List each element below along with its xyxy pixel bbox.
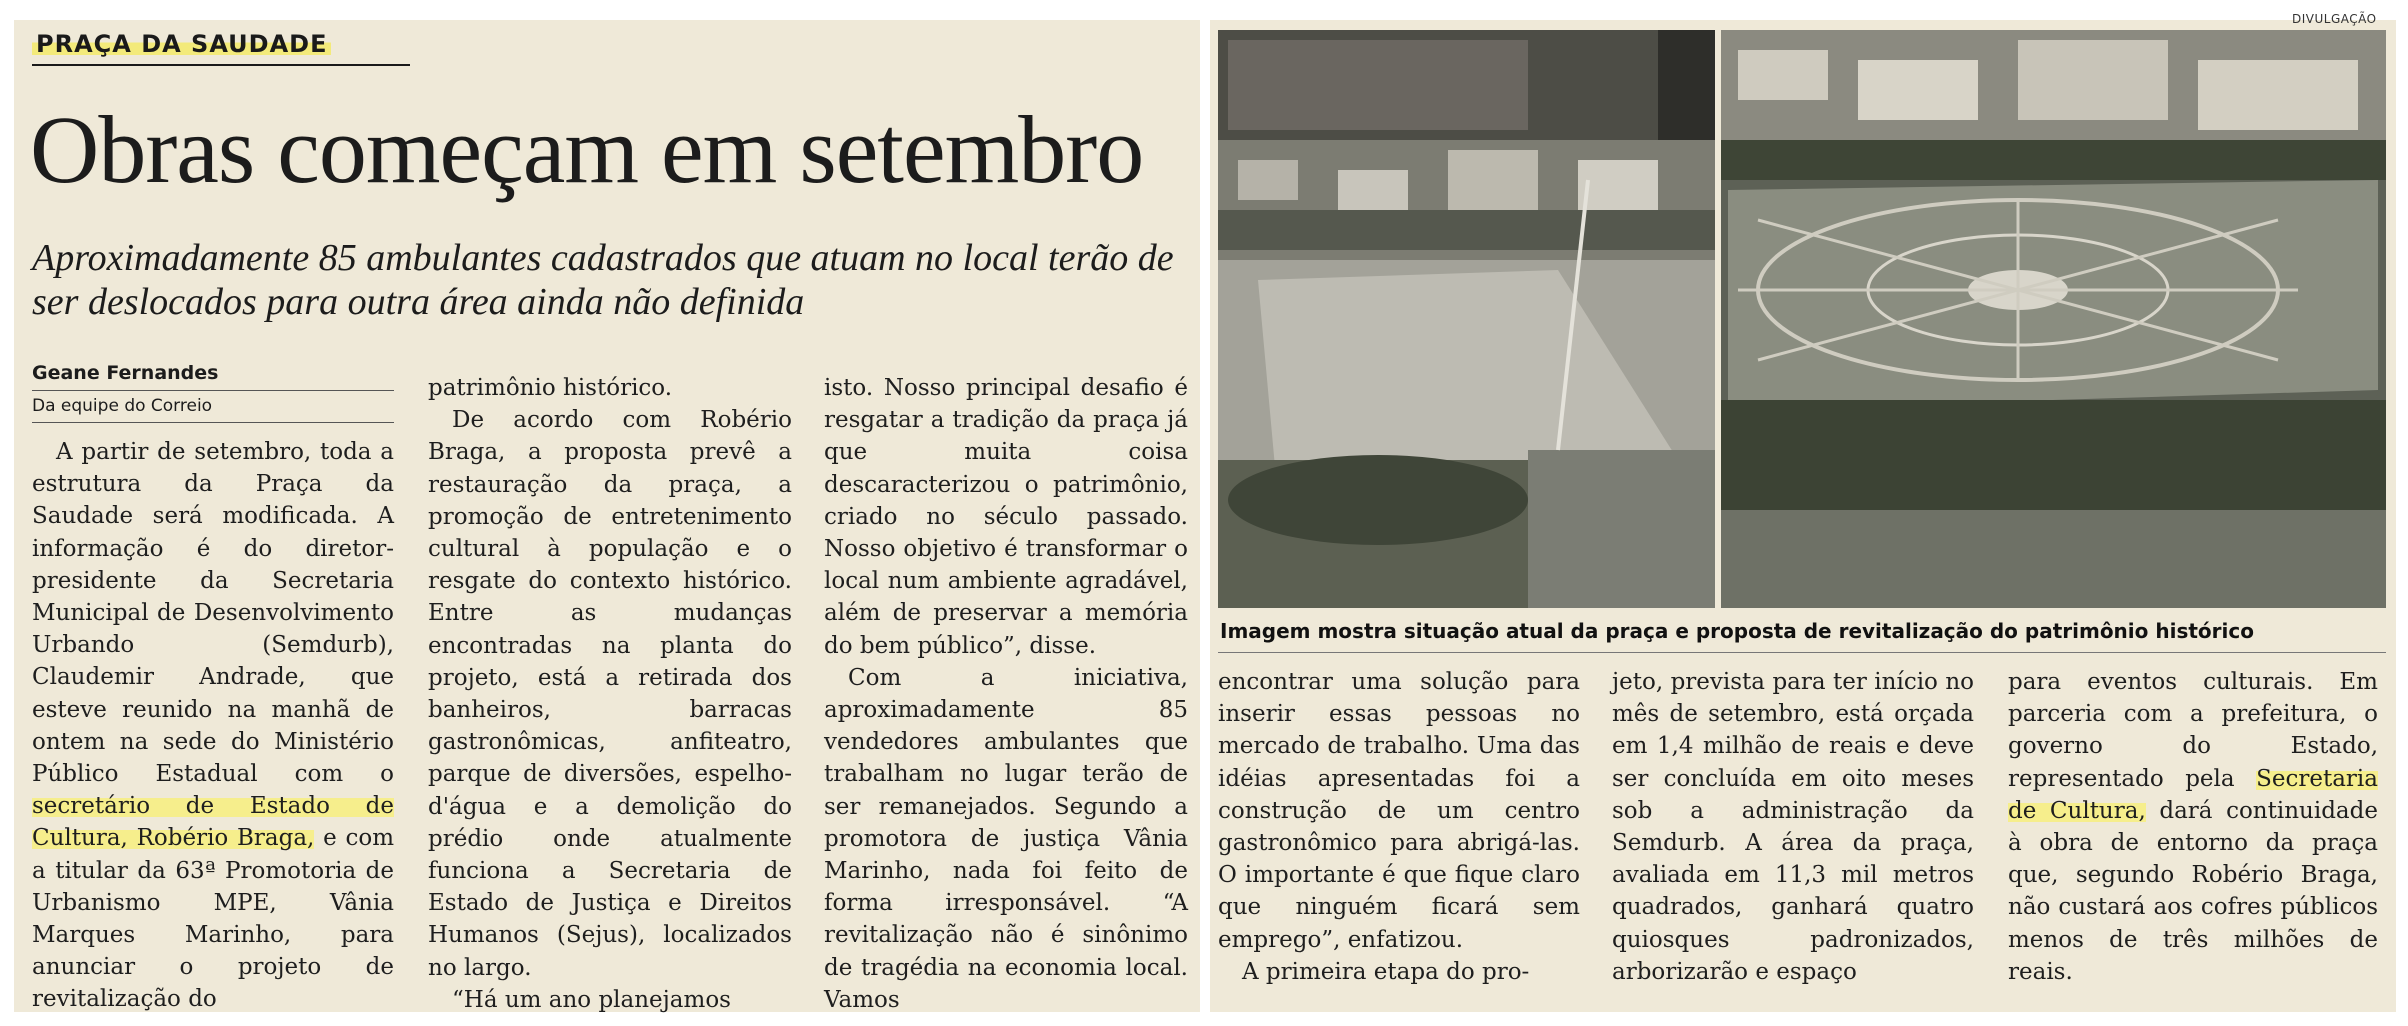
author-team: Da equipe do Correio xyxy=(32,396,213,416)
highlighted-text: Secretaria de Cultura, xyxy=(2008,765,2378,824)
caption-divider xyxy=(1218,652,2386,653)
article-column-6 xyxy=(2008,666,2378,988)
photo-aerial-square xyxy=(1218,30,2386,608)
article-column-1 xyxy=(32,436,394,1016)
headline: Obras começam em setembro xyxy=(30,96,1144,203)
article-column-2 xyxy=(428,372,792,1016)
text-run: dará continuidade à obra de entorno da praça que, segundo Robério Braga, não custará aos cofres públicos menos de três milhões de reais. xyxy=(2008,797,2378,985)
byline-divider xyxy=(32,422,394,423)
article-column-5 xyxy=(1612,666,1974,988)
byline-divider xyxy=(32,390,394,391)
photo-illustration xyxy=(1218,30,2386,608)
paragraph: “Há um ano planejamos xyxy=(452,986,731,1013)
subhead: Aproximadamente 85 ambulantes cadastrados que atuam no local terão de ser deslocados para outra área ainda não definida xyxy=(32,237,1174,323)
photo-caption: Imagem mostra situação atual da praça e proposta de revitalização do patrimônio histórico xyxy=(1220,619,2254,643)
paragraph: De acordo com Robério Braga, a proposta prevê a restauração da praça, a promoção de entretenimento cultural à população e o resgate do contexto histórico. Entre as mudanças encontradas na planta do projeto, está a retirada dos banheiros, barracas gastronômicas, anfiteatro, parque de diversões, espelho-d'água e a demolição do prédio onde atualmente funciona a Secretaria de Estado de Justiça e Direitos Humanos (Sejus), localizados no largo. xyxy=(428,407,792,981)
highlighted-text: secretário de Estado de Cultura, Robério Braga, xyxy=(32,793,394,852)
paragraph: isto. Nosso principal desafio é resgatar a tradição da praça já que muita coisa descaracterizou o patrimônio, criado no século passado. Nosso objetivo é transformar o local num ambiente agradável, além de preservar a memória do bem público”, disse. xyxy=(824,375,1188,659)
article-column-4 xyxy=(1218,666,1580,988)
paragraph: encontrar uma solução para inserir essas pessoas no mercado de trabalho. Uma das idéias apresentadas foi a construção de um centro gastronômico para abrigá-las. O importante é que fique claro que ninguém ficará sem emprego”, enfatizou. xyxy=(1218,669,1580,953)
paragraph: A primeira etapa do pro- xyxy=(1242,958,1530,985)
text-run: para eventos culturais. Em parceria com a prefeitura, o governo do Estado, representado pela xyxy=(2008,669,2378,792)
article-column-3 xyxy=(824,372,1188,1016)
section-divider xyxy=(32,64,410,66)
author-name: Geane Fernandes xyxy=(32,362,219,384)
paragraph xyxy=(32,436,394,1016)
paragraph: patrimônio histórico. xyxy=(428,375,673,401)
photo-credit: DIVULGAÇÃO xyxy=(2292,12,2377,26)
text-run: A partir de setembro, toda a estrutura da Praça da Saudade será modificada. A informação é do diretor-presidente da Secretaria Municipal de Desenvolvimento Urbando (Semdurb), Claudemir Andrade, que esteve reunido na manhã de ontem na sede do Ministério Público Estadual com o xyxy=(32,439,394,788)
paragraph: jeto, prevista para ter início no mês de setembro, está orçada em 1,4 milhão de reais e deve ser concluída em oito meses sob a administração da Semdurb. A área da praça, avaliada em 11,3 mil metros quadrados, ganhará quatro quiosques padronizados, arborizarão e espaço xyxy=(1612,669,1974,985)
section-tag: PRAÇA DA SAUDADE xyxy=(32,30,331,58)
paragraph xyxy=(2008,666,2378,988)
paragraph: Com a iniciativa, aproximadamente 85 vendedores ambulantes que trabalham no lugar terão de ser remanejados. Segundo a promotora de justiça Vânia Marinho, nada foi feito de forma irresponsável. “A revitalização não é sinônimo de tragédia na economia local. Vamos xyxy=(824,664,1188,1013)
text-run: e com a titular da 63ª Promotoria de Urbanismo MPE, Vânia Marques Marinho, para anunciar o projeto de revitalização do xyxy=(32,825,394,1013)
